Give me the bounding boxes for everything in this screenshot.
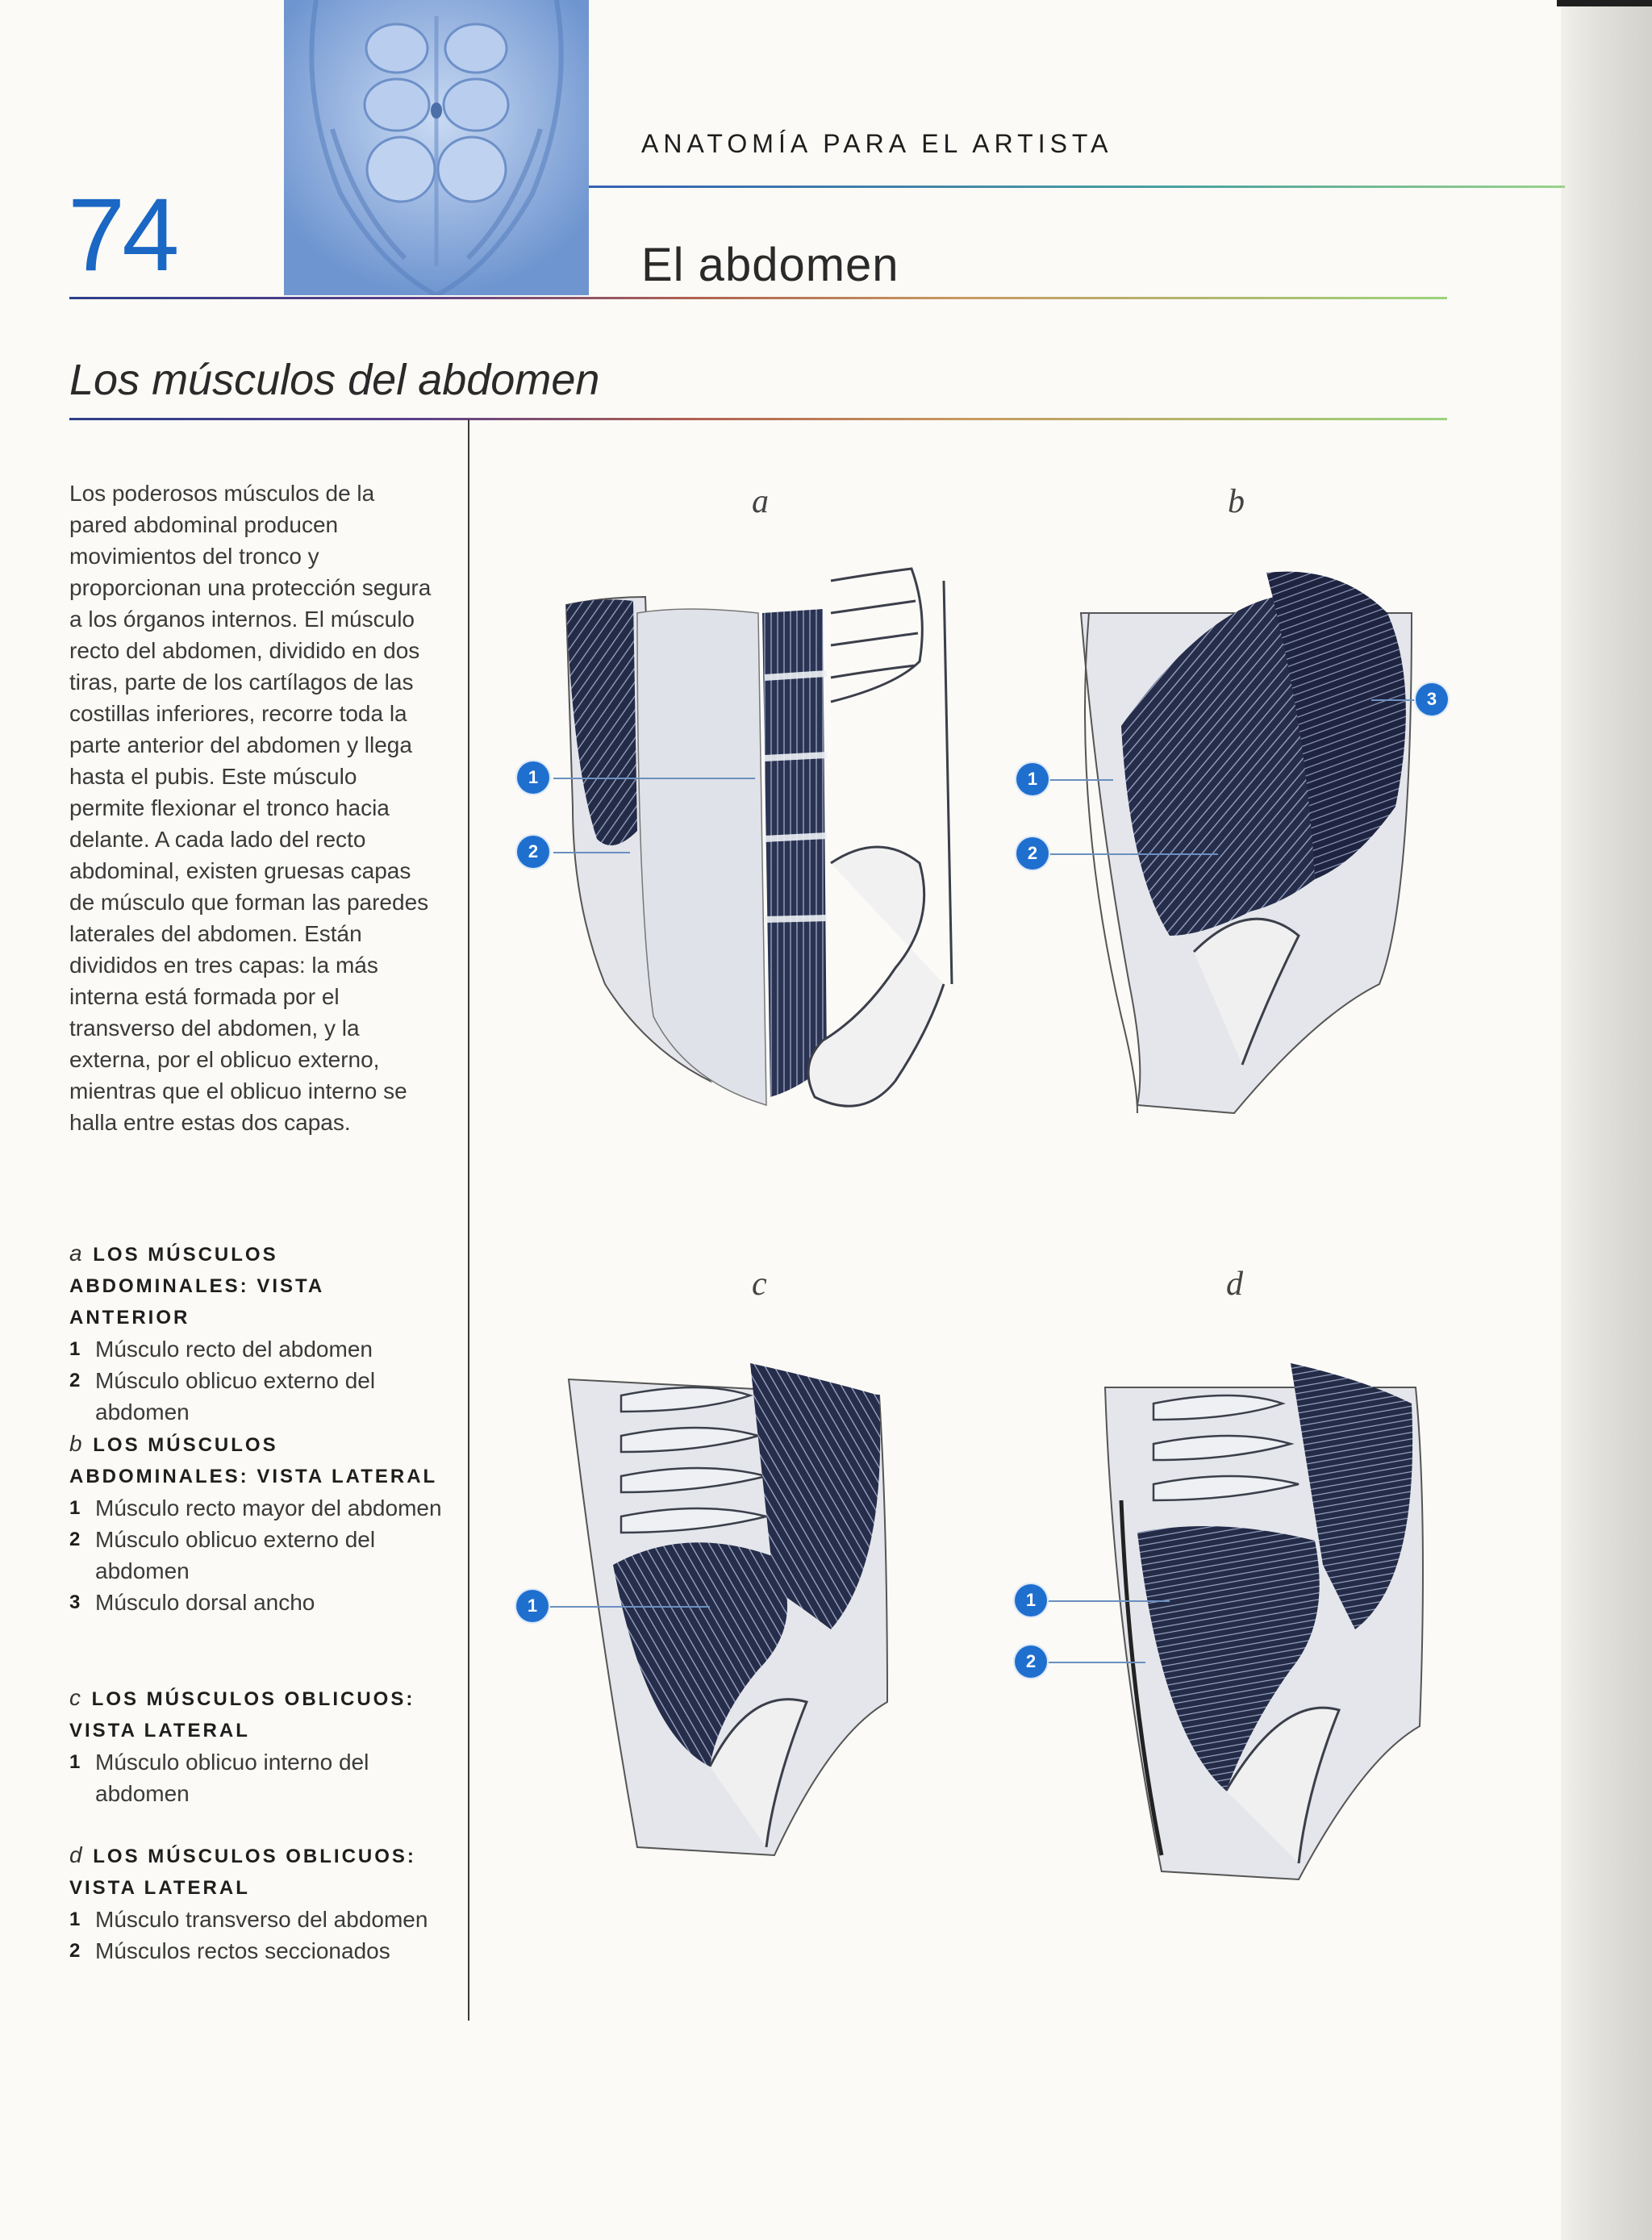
figure-c-callout-1: 1 [516,1590,549,1622]
section-title: Los músculos del abdomen [69,356,600,404]
caption-item-number: 2 [69,1940,81,1962]
caption-item-text: Músculo oblicuo interno del abdomen [95,1750,369,1806]
column-divider [468,419,469,2021]
header-divider [69,297,1447,299]
caption-item-text: Músculos rectos seccionados [95,1938,390,1963]
figure-b-callout-2: 2 [1016,837,1049,870]
caption-heading [69,1839,448,1904]
figure-a-callout-2: 2 [517,836,549,868]
caption-heading [69,1237,448,1333]
caption-letter: a [69,1241,82,1266]
page-number: 74 [68,177,177,293]
figure-a-label: a [752,483,769,520]
caption-item-number: 3 [69,1591,81,1613]
chapter-title: El abdomen [641,239,899,291]
figure-b-lateral-abdominal-muscles [1073,565,1452,1121]
figure-b-leader-2 [1049,853,1218,855]
caption-item-text: Músculo recto mayor del abdomen [95,1495,442,1520]
caption-item-text: Músculo transverso del abdomen [95,1907,428,1932]
intro-paragraph: Los poderosos músculos de la pared abdominal producen movimientos del tronco y proporcionan una protección segura a los órganos internos. El músculo recto del abdomen, dividido en dos tiras, parte de los cartílagos de las costillas inferiores, recorre toda la parte anterior del abdomen y llega hasta el pubis. Este músculo permite flexionar el tronco hacia delante. A cada lado del recto abdominal, existen gruesas capas de músculo que forman las paredes laterales del abdomen. Están divididos en tres capas: la más interna está formada por el transverso del abdomen, y la externa, por el oblicuo externo, mientras que el oblicuo interno se halla entre estas dos capas. [69,481,432,1135]
figure-a-anterior-abdominal-muscles [557,565,976,1121]
caption-item-number: 2 [69,1529,81,1550]
figure-a-leader-2 [553,852,630,853]
figure-d-leader-1 [1049,1600,1170,1602]
caption-item [69,1746,448,1809]
page-edge [1561,0,1652,2240]
caption-title: LOS MÚSCULOS OBLICUOS: VISTA LATERAL [69,1688,415,1742]
figure-b-callout-3: 3 [1416,683,1448,715]
caption-item [69,1935,448,1967]
caption-item-text: Músculo oblicuo externo del abdomen [95,1368,376,1425]
figure-d-leader-2 [1049,1662,1145,1663]
caption-item [69,1365,448,1428]
caption-title: LOS MÚSCULOS ABDOMINALES: VISTA ANTERIOR [69,1244,324,1329]
header-rule [589,186,1565,188]
page-edge-shadow [1557,0,1652,6]
figure-c-leader-1 [549,1606,710,1608]
caption-item-text: Músculo recto del abdomen [95,1337,373,1362]
caption-letter: d [69,1842,82,1867]
caption-c [69,1682,448,1809]
figure-b-leader-1 [1049,779,1113,781]
caption-item-number: 1 [69,1338,81,1360]
caption-item-number: 1 [69,1908,81,1930]
figure-d-oblique-muscles [1097,1355,1444,1888]
caption-item-text: Músculo dorsal ancho [95,1590,315,1615]
caption-letter: c [69,1685,81,1710]
figure-a-leader-1 [553,778,755,779]
caption-b [69,1428,448,1618]
caption-item [69,1492,448,1524]
caption-a [69,1237,448,1428]
caption-item-number: 1 [69,1751,81,1773]
caption-item [69,1904,448,1935]
running-head: ANATOMÍA PARA EL ARTISTA [641,129,1113,158]
caption-title: LOS MÚSCULOS OBLICUOS: VISTA LATERAL [69,1846,416,1899]
caption-item-number: 1 [69,1497,81,1519]
figure-a-callout-1: 1 [517,761,549,794]
caption-item-text: Músculo oblicuo externo del abdomen [95,1527,376,1583]
caption-heading [69,1428,448,1492]
figure-c-oblique-muscles [565,1363,903,1863]
figure-d-label: d [1226,1266,1243,1303]
caption-title: LOS MÚSCULOS ABDOMINALES: VISTA LATERAL [69,1434,438,1487]
figure-c-label: c [752,1266,767,1303]
figure-b-label: b [1228,483,1245,520]
figure-b-callout-1: 1 [1016,763,1049,795]
caption-item-number: 2 [69,1370,81,1391]
caption-item [69,1524,448,1587]
caption-letter: b [69,1431,82,1456]
caption-item [69,1333,448,1365]
figure-d-callout-2: 2 [1015,1646,1047,1678]
figure-d-callout-1: 1 [1015,1584,1047,1616]
caption-d [69,1839,448,1967]
caption-item [69,1587,448,1618]
header-torso-illustration [284,0,589,295]
caption-heading [69,1682,448,1746]
section-divider [69,418,1447,420]
